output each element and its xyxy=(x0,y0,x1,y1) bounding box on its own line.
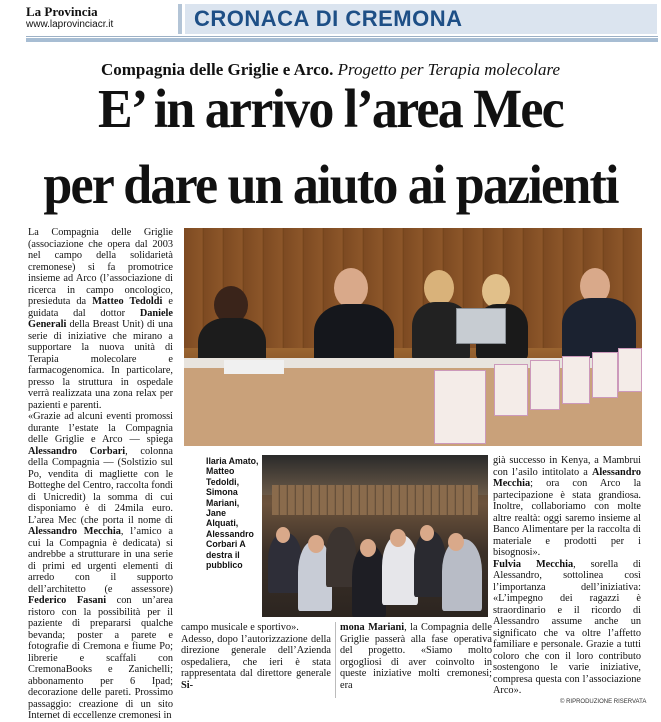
speaker-head xyxy=(424,270,454,306)
laptop xyxy=(456,308,506,344)
publication-name: La Provincia xyxy=(26,4,98,19)
article-column-3 xyxy=(340,622,492,700)
paragraph-2 xyxy=(28,411,173,722)
paragraph-7 xyxy=(493,559,641,697)
name-alessandro-mecchia: Alessandro Mecchia xyxy=(493,466,641,489)
audience-photo xyxy=(262,455,488,617)
headline-line-1: E’ in arrivo l’area Mec xyxy=(98,79,563,140)
audience-head xyxy=(308,535,324,553)
name-alessandro-mecchia: Alessandro Mecchia xyxy=(28,526,121,537)
conference-photo xyxy=(184,228,642,446)
paragraph-1 xyxy=(28,227,173,411)
text-run: con un’area ristoro con la possibilità per il paziente di prepararsi qualche bevanda; poster a parete e fotografie di Cremona e fiume Po; librerie e scaffali con CremonaBooks e Zanichelli; abbonamento per 6 Ipad; decorazione delle pareti. Prossimo passaggio: creazione di un sito Internet di eccellenze cremonesi in xyxy=(28,595,173,721)
column-divider xyxy=(335,622,336,698)
text-run: , la Compagnia delle Griglie passerà alla fase operativa del progetto. «Siamo molto orgogliosi di aver coinvolto in queste iniziative molti cremonesi; era xyxy=(340,622,492,691)
text-run: , sorella di Alessandro, sottolinea così l’importanza dell’iniziativa: «L’impegno dei ragazzi è straordinario e il ricordo di Alessandro assume anche un significato che va oltre l’affetto familiare e personale. Grazie a tutti coloro che con il loro contributo sostengono le varie iniziative, compresa questa con l’associazione Arco». xyxy=(493,558,641,696)
kicker-italic: Progetto per Terapia molecolare xyxy=(337,60,561,79)
audience-head xyxy=(276,527,290,543)
photo-caption: Ilaria Amato, Matteo Tedoldi, Simona Mariani, Jane Alquati, Alessandro Corbari A destra il pubblico xyxy=(206,456,259,571)
name-fulvia-mecchia: Fulvia Mecchia xyxy=(493,558,574,570)
headline-line-2: per dare un aiuto ai pazienti xyxy=(43,155,618,216)
header-separator xyxy=(178,4,182,34)
text-run: Adesso, dopo l’autorizzazione della direzione generale dell’Azienda ospedaliera, che ieri è stata rappresentata dal direttore generale xyxy=(181,633,331,679)
name-federico-fasani: Federico Fasani xyxy=(28,595,107,606)
hall-back-wall xyxy=(272,485,478,515)
poster-2 xyxy=(494,364,528,416)
article-column-4 xyxy=(493,455,641,697)
papers-on-table xyxy=(224,360,284,374)
text-run: già successo in Kenya, a Mambrui con l’asilo intitolato a xyxy=(493,455,641,478)
name-alessandro-corbari: Alessandro Corbari xyxy=(28,445,126,457)
poster-4 xyxy=(562,356,590,404)
poster-6 xyxy=(618,348,642,392)
paragraph-6 xyxy=(493,455,641,559)
text-run: ; ora con Arco la partecipazione è stata grandiosa. Inoltre, collaboriamo con molte altre realtà: oggi saremo insieme al Banco Alimentare per la raccolta di materiale e prodotti per i bisognosi». xyxy=(493,478,641,558)
text-run: «Grazie ad alcuni eventi promossi durante l’estate la Compagnia delle Griglie e Arco — spiega xyxy=(28,411,173,445)
article-column-1 xyxy=(28,227,173,721)
article-column-2 xyxy=(181,622,331,700)
paragraph-4 xyxy=(181,634,331,692)
text-run: , l’amico a cui la Compagnia è dedicata) si andrebbe a strutturare in una serie di primi ed urgenti elementi di arredo con il supporto dell’architetto (e assessore) xyxy=(28,526,173,595)
publication-website: www.laprovinciacr.it xyxy=(26,19,114,30)
text-run: campo musicale e sportivo». xyxy=(181,622,299,633)
article-kicker xyxy=(0,60,661,80)
text-run: La Compagnia delle Griglie (associazione che opera dal 2003 nel campo della solidarietà cremonese) si fa promotrice insieme ad Arco (l’associazione di ricerca in campo oncologico, presieduta da xyxy=(28,227,173,307)
name-simona-mariani-part1: Si- xyxy=(181,679,194,691)
poster-3 xyxy=(530,360,560,410)
copyright-notice: © RIPRODUZIONE RISERVATA xyxy=(560,699,647,705)
audience-member xyxy=(442,539,482,611)
section-title: CRONACA DI CREMONA xyxy=(194,6,463,31)
paragraph-3 xyxy=(181,622,331,634)
text-run: , colonna della Compagnia — (Solstizio sul Po, vendita di magliette con le Botteghe del Centro, raccolta fondi di Unicredit) la somma di cui disponiamo è di 24mila euro. L’area Mec (che porta il nome di xyxy=(28,445,173,526)
poster-1 xyxy=(434,370,486,444)
audience-head xyxy=(448,533,464,551)
audience-head xyxy=(390,529,406,547)
speaker-head xyxy=(334,268,368,308)
audience-head xyxy=(420,525,434,541)
header-rule-thick xyxy=(26,38,658,42)
text-run: della Breast Unit) di una serie di iniziative che mirano a supportare la nuova unità di Terapia molecolare e farmacogenomica. In particolare, presso la struttura in ospedale verrà realizzata una zona relax per pazienti e parenti. xyxy=(28,319,173,411)
text-run: e guidata dal dottor xyxy=(28,296,173,319)
name-matteo-tedoldi: Matteo Tedoldi xyxy=(92,296,163,307)
kicker-bold: Compagnia delle Griglie e Arco. xyxy=(100,60,334,79)
header-rule-thin xyxy=(26,36,658,37)
name-simona-mariani-part2: mona Mariani xyxy=(340,622,405,633)
paragraph-5 xyxy=(340,622,492,691)
speaker-head xyxy=(482,274,510,308)
audience-head xyxy=(360,539,376,557)
poster-5 xyxy=(592,352,618,398)
name-daniele-generali: Daniele Generali xyxy=(28,307,173,330)
